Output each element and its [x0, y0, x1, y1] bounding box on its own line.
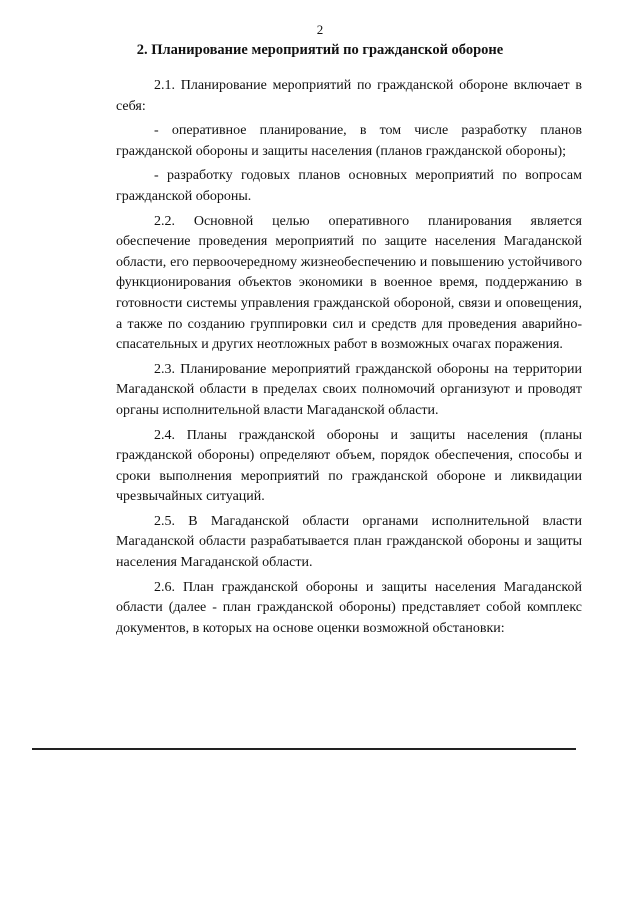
paragraph-2-5: 2.5. В Магаданской области органами исполнительной власти Магаданской области разрабатывается план гражданской обороны и защиты населения Магаданской области.	[116, 513, 582, 571]
section-heading: 2. Планирование мероприятий по гражданской обороне	[136, 42, 504, 58]
paragraph-2-4: 2.4. Планы гражданской обороны и защиты населения (планы гражданской обороны) определяют объем, порядок обеспечения, способы и сроки выполнения мероприятий по гражданской обороне и ликвидации чрезвычайных ситуаций.	[116, 427, 582, 505]
list-item-annual-plans: - разработку годовых планов основных мероприятий по вопросам гражданской обороны.	[116, 168, 582, 204]
footer-rule	[32, 748, 576, 750]
paragraph-2-3: 2.3. Планирование мероприятий гражданской обороны на территории Магаданской области в пределах своих полномочий организуют и проводят органы исполнительной власти Магаданской области.	[116, 361, 582, 418]
paragraph-2-1: 2.1. Планирование мероприятий по гражданской обороне включает в себя:	[116, 78, 582, 114]
paragraph-2-6: 2.6. План гражданской обороны и защиты населения Магаданской области (далее - план гражданской обороны) представляет собой комплекс документов, в которых на основе оценки возможной обстановки:	[116, 579, 582, 636]
list-item-operational-planning: - оперативное планирование, в том числе разработку планов гражданской обороны и защиты населения (планов гражданской обороны);	[116, 123, 582, 159]
page-number: 2	[316, 22, 324, 37]
paragraph-2-2: 2.2. Основной целью оперативного планирования является обеспечение проведения мероприятий по защите населения Магаданской области, его первоочередному жизнеобеспечению и повышению устойчивого функционирования объектов экономики в военное время, поддержанию в готовности системы управления гражданской обороной, связи и оповещения, а также по созданию группировки сил и средств для проведения аварийно-спасательных и других неотложных работ в возможных очагах поражения.	[116, 213, 582, 353]
document-body	[116, 76, 582, 643]
